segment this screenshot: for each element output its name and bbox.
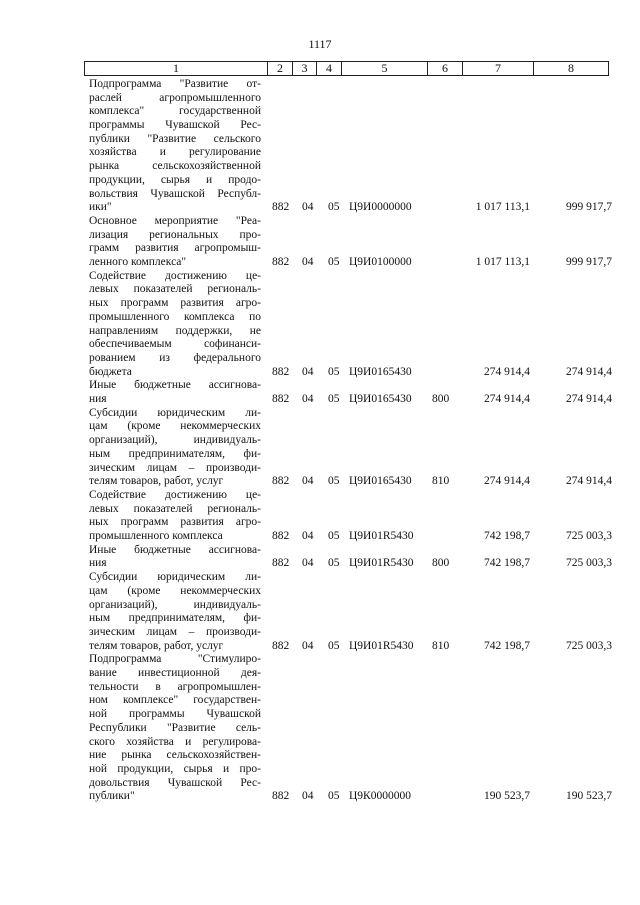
header-col-2: 2 <box>268 62 293 75</box>
row-description-line: ной продукции, сырья и про- <box>89 762 261 775</box>
table-row <box>0 653 640 804</box>
table-row <box>0 215 640 270</box>
row-description-line: обеспечиваемым софинанси- <box>89 338 261 351</box>
row-subsection: 05 <box>328 365 340 378</box>
row-section: 04 <box>302 393 314 406</box>
header-col-7: 7 <box>463 62 534 75</box>
row-target-article: Ц9И0165430 <box>349 393 412 406</box>
row-sum-2: 725 003,3 <box>566 530 612 543</box>
row-description <box>89 653 261 804</box>
row-grbs: 882 <box>272 201 290 214</box>
row-description-line: хозяйства и регулирование <box>89 146 261 159</box>
row-description-line: ние рынка сельскохозяйствен- <box>89 749 261 762</box>
page-number: 1117 <box>308 37 332 51</box>
row-description-line: ленного комплекса" <box>89 256 187 269</box>
table-row <box>0 489 640 544</box>
row-description-line: Субсидии юридическим ли- <box>89 571 261 584</box>
row-section: 04 <box>302 256 314 269</box>
table-row <box>0 78 640 215</box>
row-section: 04 <box>302 365 314 378</box>
row-description-line: промышленного комплекса по <box>89 310 261 323</box>
row-sum-1: 742 198,7 <box>484 557 530 570</box>
row-description-line: Иные бюджетные ассигнова- <box>89 543 261 556</box>
row-grbs: 882 <box>272 530 290 543</box>
row-description <box>89 270 261 380</box>
row-description-line: ния <box>89 393 107 406</box>
row-description-line: рынка сельскохозяйственной <box>89 160 261 173</box>
row-description <box>89 489 261 544</box>
row-target-article: Ц9И01R5430 <box>349 530 414 543</box>
row-section: 04 <box>302 639 314 652</box>
row-description-line: продукции, сырья и продо- <box>89 173 261 186</box>
row-description-line: публики "Развитие сельского <box>89 132 261 145</box>
row-sum-1: 1 017 113,1 <box>475 256 530 269</box>
row-description-line: левых показателей региональ- <box>89 502 261 515</box>
row-description-line: ского хозяйства и регулирова- <box>89 735 261 748</box>
row-description-line: Иные бюджетные ассигнова- <box>89 379 261 392</box>
row-description <box>89 544 261 571</box>
row-sum-2: 190 523,7 <box>566 790 612 803</box>
header-col-6: 6 <box>428 62 463 75</box>
header-col-3: 3 <box>293 62 317 75</box>
row-description <box>89 78 261 215</box>
row-target-article: Ц9И01R5430 <box>349 557 414 570</box>
row-description-line: организаций), индивидуаль- <box>89 434 261 447</box>
row-description-line: зическим лицам – производи- <box>89 625 261 638</box>
row-description-line: Содействие достижению це- <box>89 269 261 282</box>
table-header <box>84 61 609 76</box>
row-section: 04 <box>302 790 314 803</box>
row-sum-2: 725 003,3 <box>566 557 612 570</box>
row-grbs: 882 <box>272 475 290 488</box>
row-description-line: ной программы Чувашской <box>89 708 261 721</box>
row-sum-2: 999 917,7 <box>566 201 612 214</box>
row-description-line: ном комплексе" государствен- <box>89 694 261 707</box>
row-sum-1: 190 523,7 <box>484 790 530 803</box>
row-description-line: цам (кроме некоммерческих <box>89 420 261 433</box>
row-grbs: 882 <box>272 639 290 652</box>
row-description-line: организаций), индивидуаль- <box>89 598 261 611</box>
row-sum-1: 742 198,7 <box>484 530 530 543</box>
row-description-line: грамм развития агропромыш- <box>89 242 261 255</box>
row-description-line: ики" <box>89 201 112 214</box>
row-expense-type: 800 <box>432 557 450 570</box>
row-description-line: Республики "Развитие сель- <box>89 721 261 734</box>
row-description-line: рованием из федерального <box>89 351 261 364</box>
row-target-article: Ц9И0000000 <box>349 201 412 214</box>
row-description-line: Содействие достижению це- <box>89 489 261 501</box>
row-description-line: публики" <box>89 790 135 803</box>
row-subsection: 05 <box>328 557 340 570</box>
row-description-line: вание инвестиционной дея- <box>89 667 261 680</box>
row-grbs: 882 <box>272 256 290 269</box>
row-section: 04 <box>302 530 314 543</box>
row-subsection: 05 <box>328 790 340 803</box>
table-row <box>0 379 640 406</box>
row-expense-type: 800 <box>432 393 450 406</box>
row-description-line: ным предпринимателям, фи- <box>89 612 261 625</box>
row-subsection: 05 <box>328 639 340 652</box>
row-target-article: Ц9И0165430 <box>349 365 412 378</box>
row-description <box>89 407 261 489</box>
row-description <box>89 215 261 270</box>
header-col-4: 4 <box>317 62 342 75</box>
row-target-article: Ц9К0000000 <box>349 790 411 803</box>
row-section: 04 <box>302 475 314 488</box>
row-description-line: зическим лицам – производи- <box>89 461 261 474</box>
header-col-8: 8 <box>568 61 574 75</box>
row-description-line: телям товаров, работ, услуг <box>89 475 224 488</box>
table-row <box>0 270 640 380</box>
row-subsection: 05 <box>328 475 340 488</box>
table-row <box>0 544 640 571</box>
row-description-line: довольствия Чувашской Рес- <box>89 776 261 789</box>
row-description-line: комплекса" государственной <box>89 105 261 118</box>
row-description-line: Субсидии юридическим ли- <box>89 406 261 419</box>
row-description <box>89 379 261 406</box>
row-subsection: 05 <box>328 393 340 406</box>
row-description-line: ния <box>89 557 107 570</box>
row-subsection: 05 <box>328 256 340 269</box>
row-description-line: ных программ развития агро- <box>89 297 261 310</box>
row-section: 04 <box>302 201 314 214</box>
table-row <box>0 407 640 489</box>
row-sum-2: 999 917,7 <box>566 256 612 269</box>
row-sum-2: 274 914,4 <box>566 393 612 406</box>
row-grbs: 882 <box>272 393 290 406</box>
header-col-5: 5 <box>342 62 428 75</box>
row-description-line: телям товаров, работ, услуг <box>89 639 224 652</box>
row-description-line: цам (кроме некоммерческих <box>89 584 261 597</box>
row-description-line: тельности в агропромышлен- <box>89 680 261 693</box>
row-sum-1: 274 914,4 <box>484 393 530 406</box>
row-description-line: раслей агропромышленного <box>89 91 261 104</box>
row-grbs: 882 <box>272 790 290 803</box>
row-target-article: Ц9И0165430 <box>349 475 412 488</box>
row-description-line: Подпрограмма "Развитие от- <box>89 78 261 90</box>
row-description-line: бюджета <box>89 365 132 378</box>
row-sum-1: 1 017 113,1 <box>475 201 530 214</box>
header-col-1: 1 <box>85 62 268 75</box>
row-section: 04 <box>302 557 314 570</box>
row-grbs: 882 <box>272 365 290 378</box>
row-description-line: ным предпринимателям, фи- <box>89 447 261 460</box>
row-sum-2: 725 003,3 <box>566 639 612 652</box>
row-sum-1: 742 198,7 <box>484 639 530 652</box>
row-expense-type: 810 <box>432 639 450 652</box>
table-row <box>0 571 640 653</box>
row-description-line: вольствия Чувашской Республ- <box>89 187 261 200</box>
row-target-article: Ц9И01R5430 <box>349 639 414 652</box>
row-target-article: Ц9И0100000 <box>349 256 412 269</box>
row-description <box>89 571 261 653</box>
row-description-line: Основное мероприятие "Реа- <box>89 215 261 227</box>
row-description-line: промышленного комплекса <box>89 530 223 543</box>
row-description-line: ных программ развития агро- <box>89 516 261 529</box>
row-expense-type: 810 <box>432 475 450 488</box>
row-sum-1: 274 914,4 <box>484 365 530 378</box>
row-description-line: левых показателей региональ- <box>89 283 261 296</box>
row-sum-1: 274 914,4 <box>484 475 530 488</box>
row-description-line: направлениям поддержки, не <box>89 324 261 337</box>
row-sum-2: 274 914,4 <box>566 365 612 378</box>
row-description-line: лизация региональных про- <box>89 228 261 241</box>
row-grbs: 882 <box>272 557 290 570</box>
row-description-line: Подпрограмма "Стимулиро- <box>89 653 261 666</box>
row-sum-2: 274 914,4 <box>566 475 612 488</box>
row-subsection: 05 <box>328 201 340 214</box>
row-subsection: 05 <box>328 530 340 543</box>
row-description-line: программы Чувашской Рес- <box>89 119 261 132</box>
